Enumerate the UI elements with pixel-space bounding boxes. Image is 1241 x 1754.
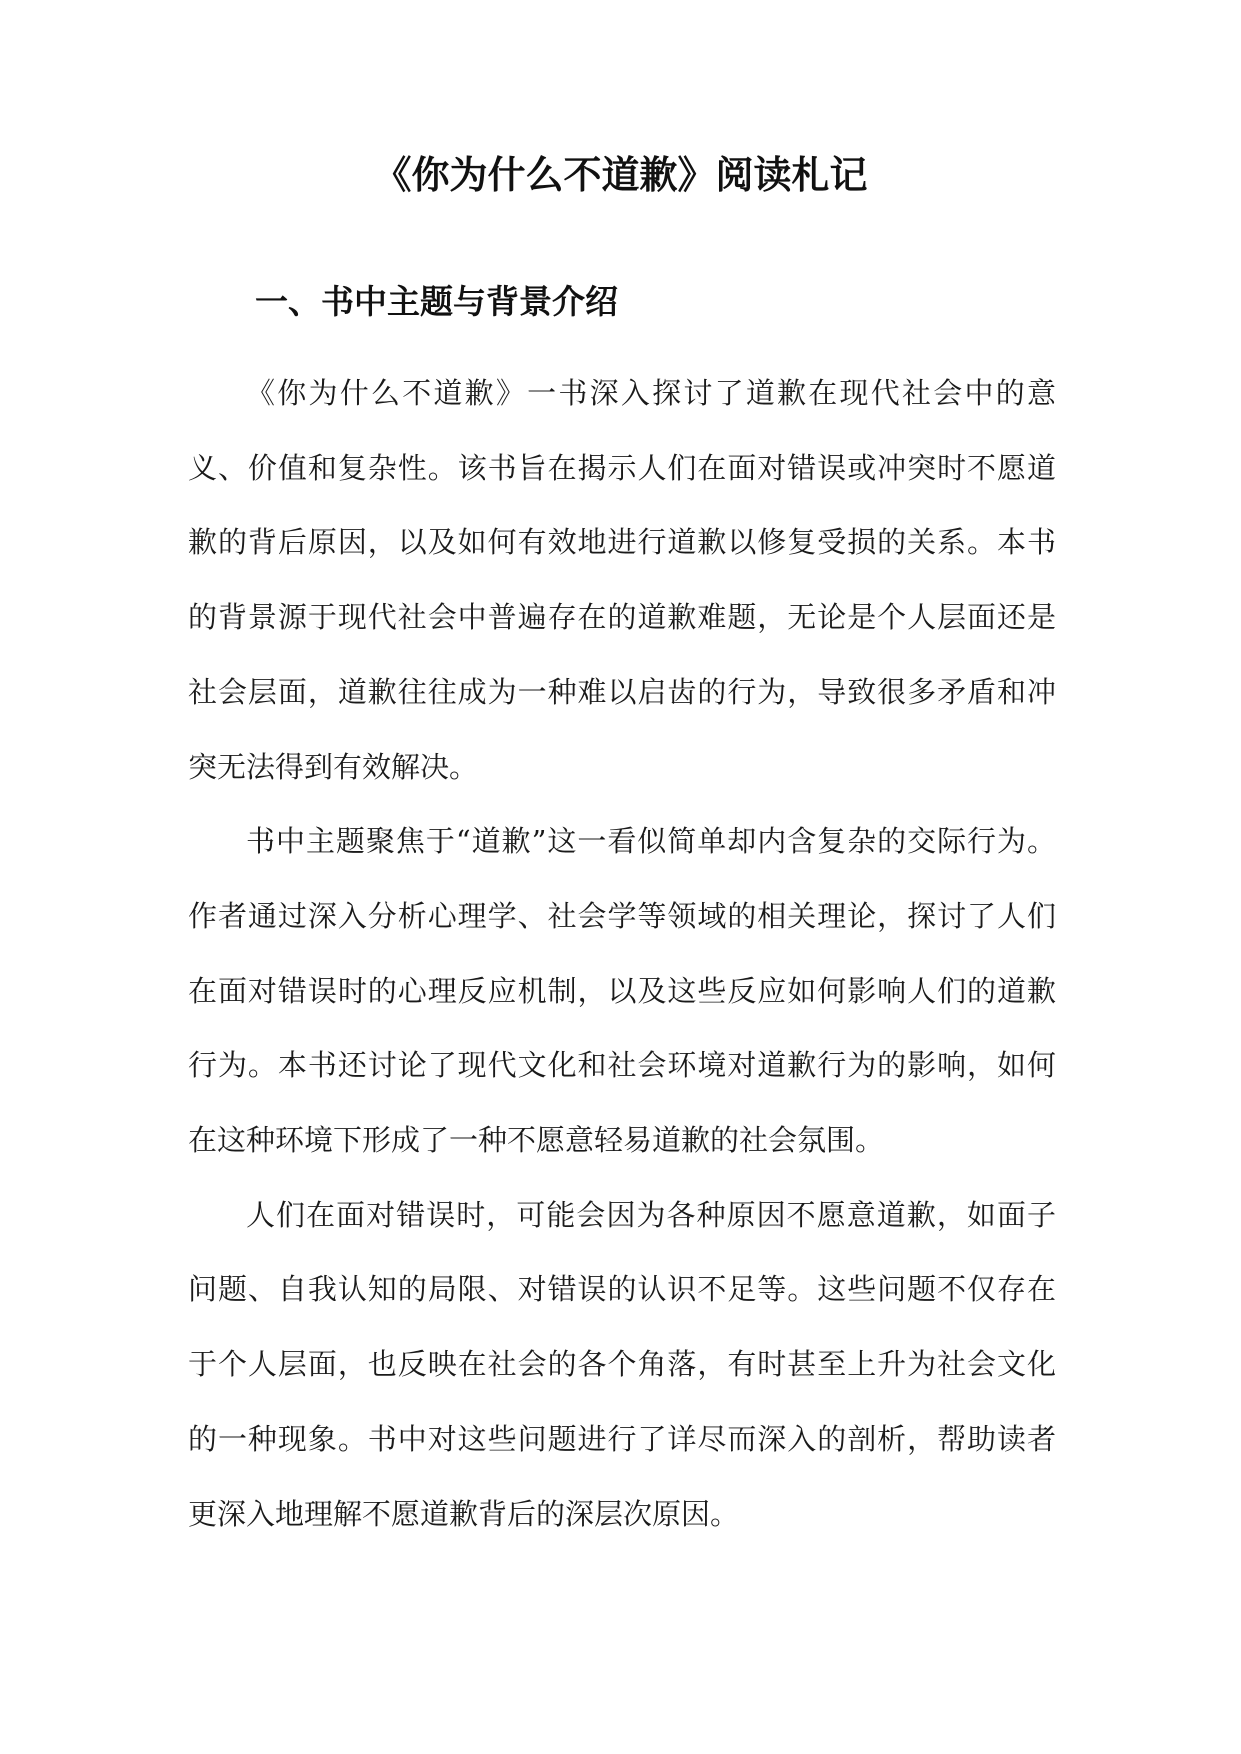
body-text <box>188 356 1056 1551</box>
paragraph: 书中主题聚焦于“道歉”这一看似简单却内含复杂的交际行为。作者通过深入分析心理学、社会学等领域的相关理论，探讨了人们在面对错误时的心理反应机制，以及这些反应如何影响人们的道歉行为。本书还讨论了现代文化和社会环境对道歉行为的影响，如何在这种环境下形成了一种不愿意轻易道歉的社会氛围。 <box>188 824 1056 1158</box>
document-title: 《你为什么不道歉》阅读札记 <box>373 153 868 197</box>
paragraph: 《你为什么不道歉》一书深入探讨了道歉在现代社会中的意义、价值和复杂性。该书旨在揭示人们在面对错误或冲突时不愿道歉的背后原因，以及如何有效地进行道歉以修复受损的关系。本书的背景源于现代社会中普遍存在的道歉难题，无论是个人层面还是社会层面，道歉往往成为一种难以启齿的行为，导致很多矛盾和冲突无法得到有效解决。 <box>188 376 1056 784</box>
section-heading: 一、书中主题与背景介绍 <box>255 282 618 321</box>
paragraph: 人们在面对错误时，可能会因为各种原因不愿意道歉，如面子问题、自我认知的局限、对错误的认识不足等。这些问题不仅存在于个人层面，也反映在社会的各个角落，有时甚至上升为社会文化的一种现象。书中对这些问题进行了详尽而深入的剖析，帮助读者更深入地理解不愿道歉背后的深层次原因。 <box>188 1197 1056 1531</box>
